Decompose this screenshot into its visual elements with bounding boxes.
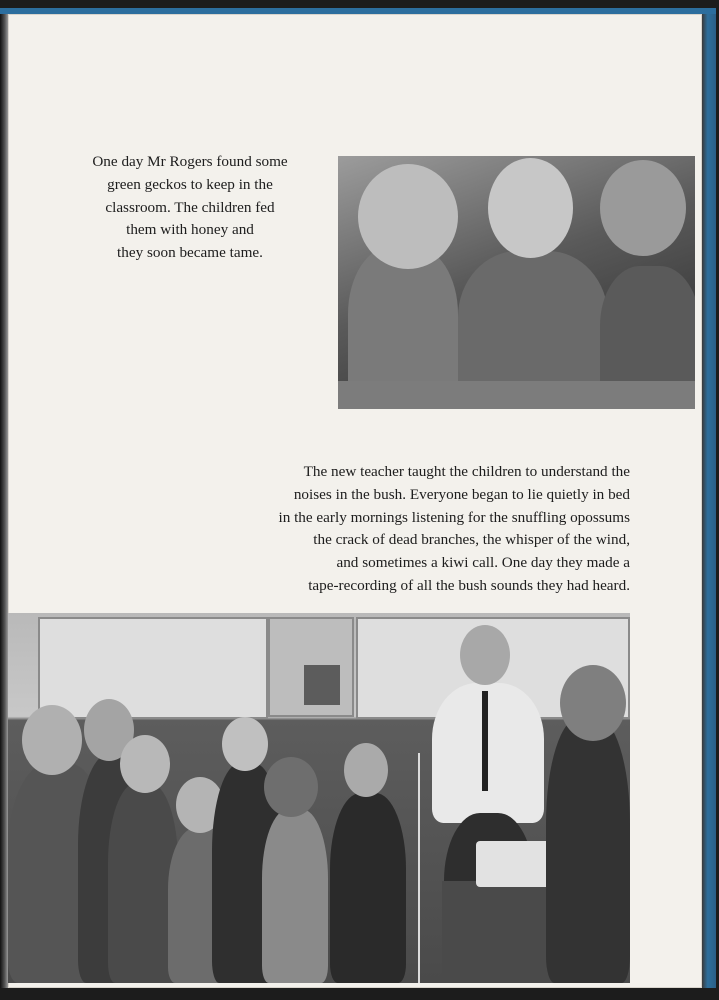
gecko-line-2: green geckos to keep in the xyxy=(107,175,273,193)
photo-girl-right-head xyxy=(560,665,626,741)
photo-child-center-head xyxy=(488,158,573,258)
book-gutter-left xyxy=(0,14,8,988)
bush-line-3: in the early mornings listening for the snuffling opossums xyxy=(278,508,630,526)
photo-appliance xyxy=(304,665,340,705)
photo-teacher-tie xyxy=(482,691,488,791)
gecko-line-1: One day Mr Rogers found some xyxy=(92,153,288,170)
photo-desk xyxy=(442,881,552,983)
book-spine-right xyxy=(702,14,716,988)
photo-boy-5-head xyxy=(222,717,268,771)
bush-line-5: and sometimes a kiwi call. One day they made a xyxy=(336,554,630,572)
photo-boy-6 xyxy=(330,793,406,983)
bush-line-2: noises in the bush. Everyone began to lie quietly in bed xyxy=(293,485,630,503)
bush-sounds-paragraph xyxy=(168,461,630,598)
photo-teacher-head xyxy=(460,625,510,685)
gecko-line-5: they soon became tame. xyxy=(117,244,263,262)
photo-boy-3-head xyxy=(120,735,170,793)
children-with-geckos-photo xyxy=(338,156,695,409)
photo-girl-right xyxy=(546,717,630,983)
gecko-paragraph xyxy=(62,151,318,265)
photo-noticeboard-left xyxy=(40,619,266,717)
classroom-tape-recorder-photo xyxy=(8,613,630,983)
photo-girl-center-head xyxy=(264,757,318,817)
bush-line-4: the crack of dead branches, the whisper of the wind, xyxy=(313,531,630,549)
photo-microphone-cable xyxy=(418,753,420,983)
bush-line-6: tape-recording of all the bush sounds they had heard. xyxy=(308,576,630,594)
photo-boy-1-head xyxy=(22,705,82,775)
gecko-line-4: them with honey and xyxy=(126,221,254,239)
photo-boy-6-head xyxy=(344,743,388,797)
gecko-line-3: classroom. The children fed xyxy=(105,198,275,216)
bush-line-1: The new teacher taught the children to understand the xyxy=(303,463,630,480)
photo-child-left-head xyxy=(358,164,458,269)
photo-table xyxy=(338,381,695,409)
photo-child-right-head xyxy=(600,160,686,256)
photo-teacher-shirt xyxy=(432,683,544,823)
photo-girl-center xyxy=(262,809,328,983)
